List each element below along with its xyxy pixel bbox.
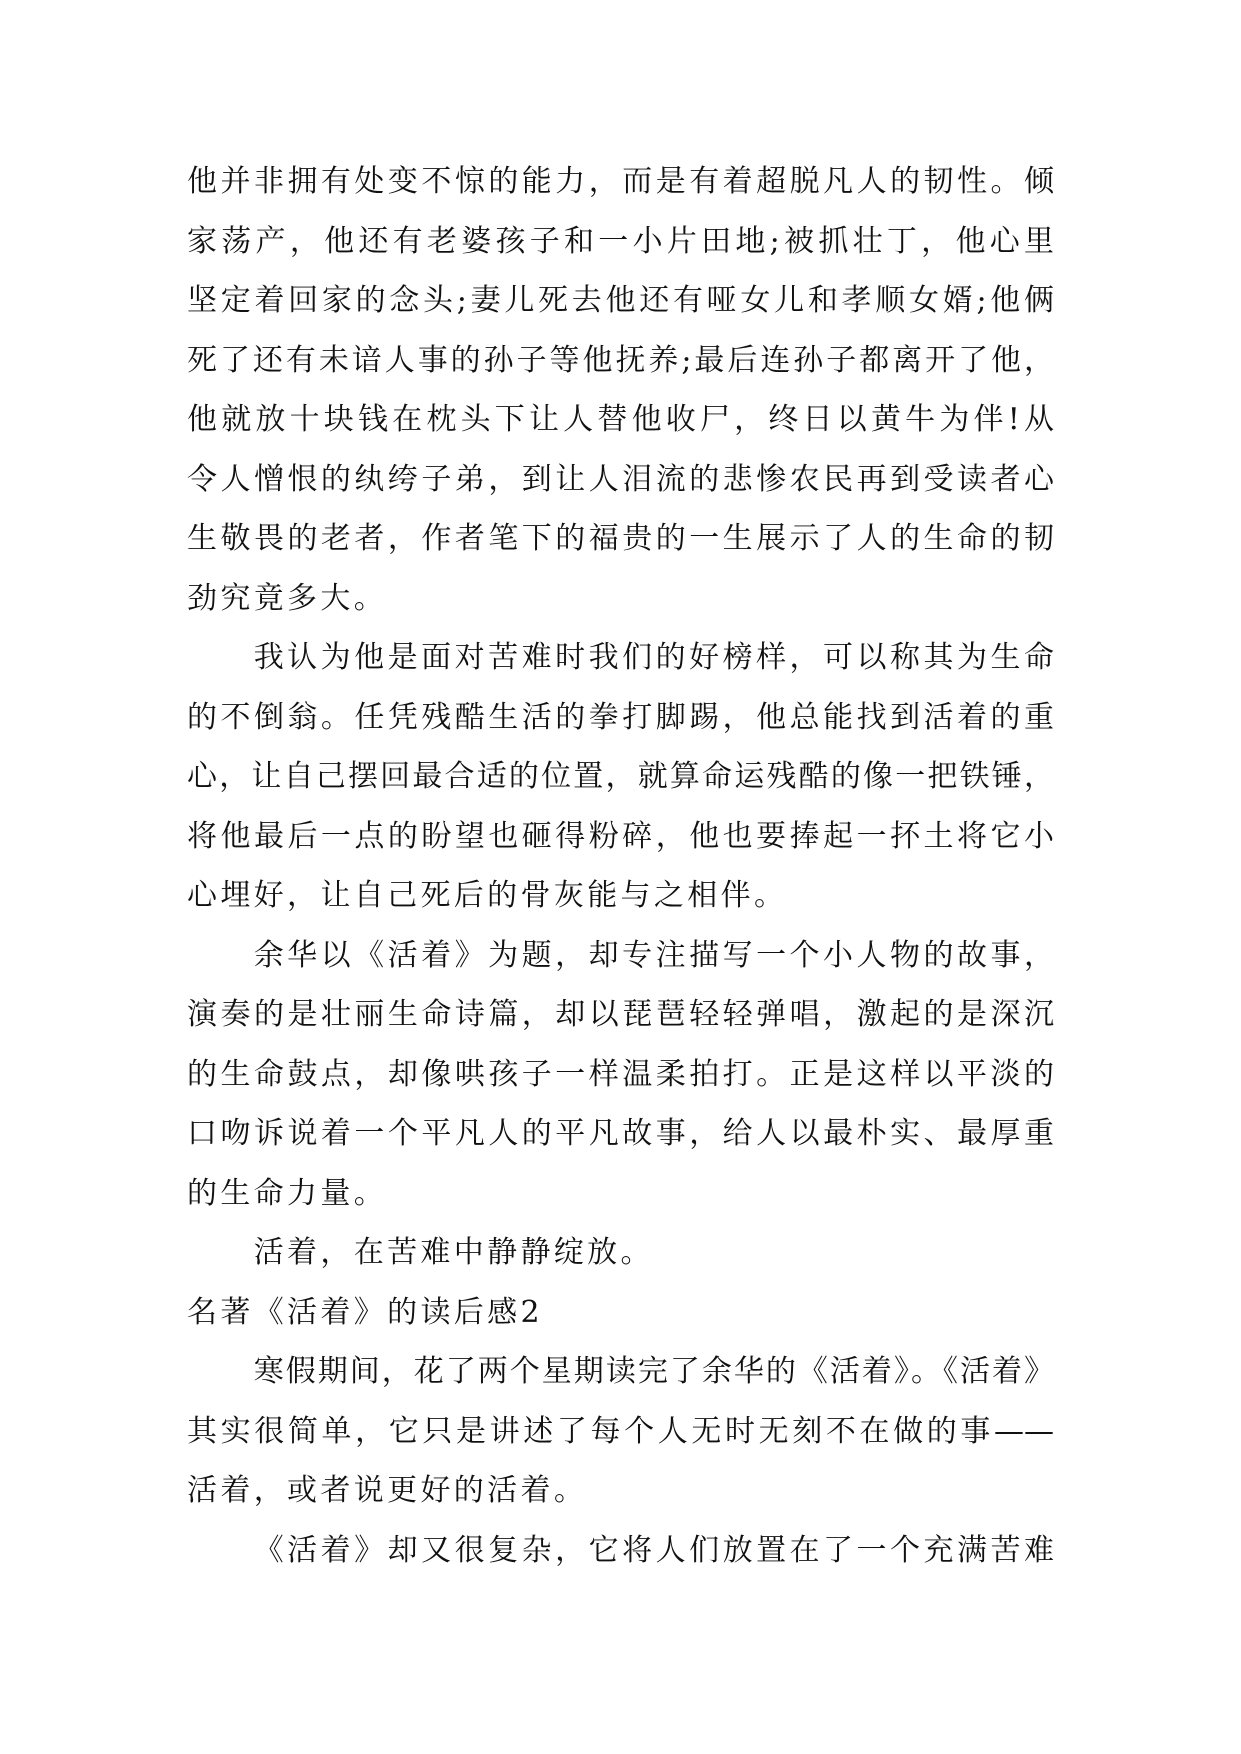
- text-line: 余华以《活着》为题，却专注描写一个小人物的故事，: [253, 937, 1054, 973]
- text-line: 演奏的是壮丽生命诗篇，却以琵琶轻轻弹唱，激起的是深沉: [187, 997, 1054, 1032]
- text-line: 劲究竟多大。: [187, 580, 388, 616]
- text-line: 其实很简单，它只是讲述了每个人无时无刻不在做的事——: [187, 1413, 1054, 1449]
- text-line: 他就放十块钱在枕头下让人替他收尸，终日以黄牛为伴!从: [187, 402, 1054, 437]
- paragraph: [187, 926, 1054, 1224]
- text-line: 的不倒翁。任凭残酷生活的拳打脚踢，他总能找到活着的重: [187, 699, 1054, 735]
- paragraph: [187, 1223, 1054, 1283]
- text-line: 心，让自己摆回最合适的位置，就算命运残酷的像一把铁锤，: [187, 759, 1054, 794]
- paragraph: [187, 1342, 1054, 1521]
- section-title: 名著《活着》的读后感2: [187, 1294, 543, 1330]
- paragraph: [187, 1521, 1054, 1581]
- text-line: 坚定着回家的念头;妻儿死去他还有哑女儿和孝顺女婿;他俩: [187, 283, 1054, 318]
- text-line: 他并非拥有处变不惊的能力，而是有着超脱凡人的韧性。倾: [187, 164, 1054, 199]
- text-line: 将他最后一点的盼望也砸得粉碎，他也要捧起一抔土将它小: [187, 818, 1054, 854]
- text-line: 的生命力量。: [187, 1175, 388, 1211]
- paragraph: [187, 628, 1054, 926]
- text-line: 活着，在苦难中静静绽放。: [253, 1235, 654, 1270]
- text-line: 活着，或者说更好的活着。: [187, 1473, 588, 1508]
- text-line: 我认为他是面对苦难时我们的好榜样，可以称其为生命: [253, 640, 1054, 675]
- text-line: 口吻诉说着一个平凡人的平凡故事，给人以最朴实、最厚重: [187, 1116, 1054, 1151]
- document-body: [187, 152, 1054, 1580]
- section-heading: [187, 1283, 1054, 1343]
- paragraph: [187, 152, 1054, 628]
- text-line: 心埋好，让自己死后的骨灰能与之相伴。: [187, 878, 788, 913]
- text-line: 死了还有未谙人事的孙子等他抚养;最后连孙子都离开了他，: [187, 342, 1054, 378]
- text-line: 寒假期间，花了两个星期读完了余华的《活着》。《活着》: [253, 1354, 1054, 1389]
- text-line: 令人憎恨的纨绔子弟，到让人泪流的悲惨农民再到受读者心: [187, 461, 1054, 497]
- text-line: 生敬畏的老者，作者笔下的福贵的一生展示了人的生命的韧: [187, 521, 1054, 556]
- text-line: 家荡产，他还有老婆孩子和一小片田地;被抓壮丁，他心里: [187, 223, 1054, 259]
- text-line: 《活着》却又很复杂，它将人们放置在了一个充满苦难: [253, 1532, 1054, 1568]
- text-line: 的生命鼓点，却像哄孩子一样温柔拍打。正是这样以平淡的: [187, 1056, 1054, 1092]
